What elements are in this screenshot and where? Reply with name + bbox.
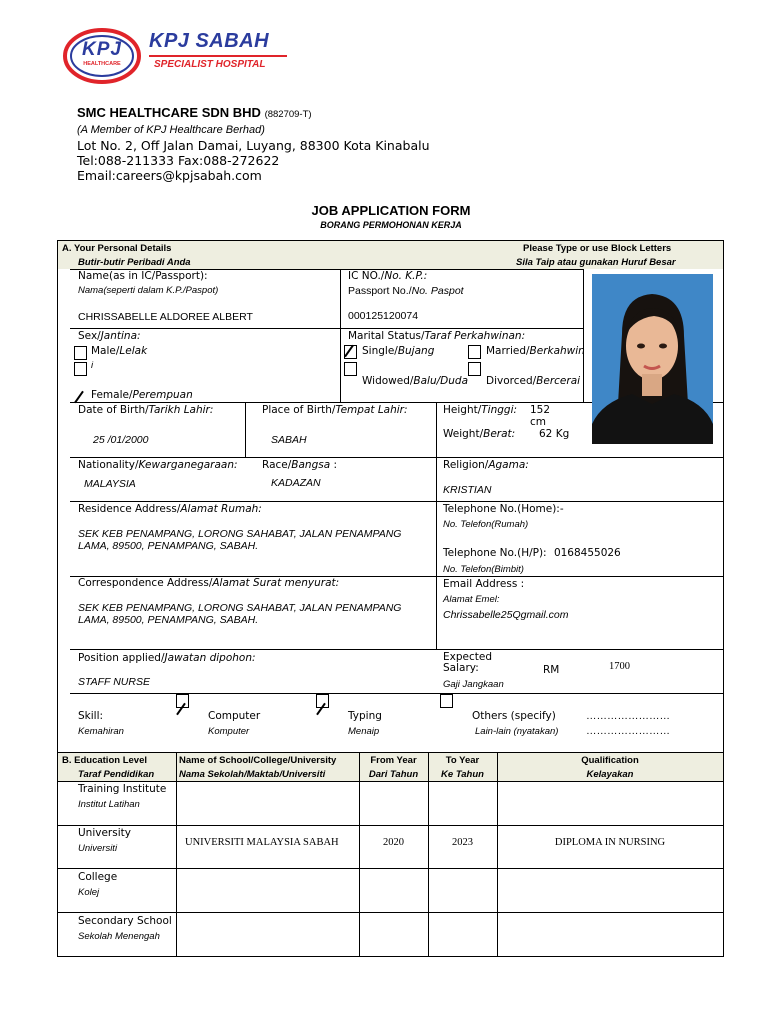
corr-line-1[interactable]: SEK KEB PENAMPANG, LORONG SAHABAT, JALAN PENAMPANG	[78, 602, 402, 614]
residence-label-my: Alamat Rumah:	[180, 503, 262, 515]
edu-row-secondary-level: Secondary School	[78, 915, 172, 927]
single-label-my: Bujang	[397, 345, 435, 357]
single-label	[362, 345, 434, 357]
skill-label: Skill:	[78, 710, 104, 722]
edu-row-training-level: Training Institute	[78, 783, 167, 795]
divorced-label-my: Bercerai	[536, 375, 581, 387]
pob-field[interactable]: SABAH	[271, 434, 307, 446]
edu-col-level: B. Education Level	[62, 755, 147, 766]
others-field[interactable]: ……………………	[586, 710, 670, 722]
edu-col-school: Name of School/College/University	[179, 755, 337, 766]
ic-label-my: No. K.P.:	[384, 270, 428, 282]
position-field[interactable]: STAFF NURSE	[78, 676, 150, 688]
others-field-2[interactable]: ……………………	[586, 725, 670, 737]
salary-label-1: Expected	[443, 651, 492, 663]
tel-hp-label-en: Telephone No.(H/P):	[443, 547, 547, 559]
widowed-checkbox[interactable]	[344, 362, 357, 376]
computer-label-my: Komputer	[208, 726, 250, 737]
pob-label-my: Tempat Lahir:	[335, 404, 408, 416]
edu-col-to-my: Ke Tahun	[441, 769, 484, 780]
ic-label-en: IC NO./	[348, 270, 385, 282]
dob-label-my: Tarikh Lahir:	[148, 404, 214, 416]
dob-field[interactable]: 25 /01/2000	[93, 434, 149, 446]
edu-row-university-from[interactable]: 2020	[383, 837, 404, 848]
nationality-label-en: Nationality/	[78, 459, 139, 471]
corr-label-my: Alamat Surat menyurat:	[212, 577, 340, 589]
female-label-en: Female/	[91, 389, 133, 401]
computer-label: Computer	[208, 710, 261, 722]
ic-label	[348, 270, 427, 282]
nationality-field[interactable]: MALAYSIA	[84, 478, 136, 490]
applicant-photo-figure	[592, 274, 713, 444]
salary-label-my: Gaji Jangkaan	[443, 679, 504, 690]
married-label-en: Married/	[486, 345, 530, 357]
passport-label-en: Passport No./	[348, 285, 412, 297]
tel-home-label-my: No. Telefon(Rumah)	[443, 519, 529, 530]
company-reg: (882709-T)	[264, 109, 312, 120]
email-label-my: Alamat Emel:	[443, 594, 500, 605]
salary-label-2: Salary:	[443, 662, 479, 674]
edu-row-secondary-level-my: Sekolah Menengah	[78, 931, 160, 942]
email-label: Email Address :	[443, 578, 525, 590]
married-label	[486, 345, 585, 357]
male-label-my: Lelak	[119, 345, 148, 357]
logo-subtitle: SPECIALIST HOSPITAL	[154, 59, 266, 70]
logo-title: KPJ SABAH	[149, 30, 270, 52]
divorced-label-en: Divorced/	[486, 375, 537, 387]
edu-col-level-my: Taraf Pendidikan	[78, 769, 155, 780]
male-label-en: Male/	[91, 345, 120, 357]
name-label: Name(as in IC/Passport):	[78, 270, 208, 282]
sex-label-my: Jantina:	[100, 330, 141, 342]
edu-col-school-my: Nama Sekolah/Maktab/Universiti	[179, 769, 326, 780]
edu-row-university-to[interactable]: 2023	[452, 837, 473, 848]
company-name	[77, 105, 312, 120]
edu-row-university-school[interactable]: UNIVERSITI MALAYSIA SABAH	[185, 837, 339, 848]
company-member: (A Member of KPJ Healthcare Berhad)	[77, 124, 265, 136]
marital-label	[348, 330, 525, 342]
weight-field[interactable]: 62 Kg	[539, 428, 570, 440]
salary-currency: RM	[543, 664, 560, 676]
religion-label	[443, 459, 529, 471]
salary-field[interactable]: 1700	[609, 661, 630, 672]
block-letters-note-my: Sila Taip atau gunakan Huruf Besar	[516, 257, 676, 268]
race-label-en: Race/	[262, 459, 292, 471]
married-label-my: Berkahwin	[529, 345, 585, 357]
widowed-label	[362, 375, 468, 387]
position-label	[78, 652, 256, 664]
religion-label-en: Religion/	[443, 459, 489, 471]
single-label-en: Single/	[362, 345, 398, 357]
married-checkbox[interactable]	[468, 345, 481, 359]
height-unit: cm	[530, 416, 547, 428]
marital-label-en: Marital Status/	[348, 330, 425, 342]
logo-mark-sub: HEALTHCARE	[83, 61, 121, 67]
pob-label	[262, 404, 408, 416]
kpj-logo	[62, 27, 142, 85]
edu-row-university-level-my: Universiti	[78, 843, 118, 854]
others-checkbox[interactable]	[440, 694, 453, 708]
edu-row-college-level: College	[78, 871, 118, 883]
male-label-my-wrap: i	[91, 360, 94, 371]
section-a-heading-my: Butir-butir Peribadi Anda	[78, 257, 191, 268]
female-label-my: Perempuan	[132, 389, 193, 401]
section-a-heading: A. Your Personal Details	[62, 243, 172, 254]
residence-label-en: Residence Address/	[78, 503, 181, 515]
divorced-checkbox[interactable]	[468, 362, 481, 376]
tel-home-label: Telephone No.(Home):-	[443, 503, 564, 515]
others-label-my: Lain-lain (nyatakan)	[475, 726, 559, 737]
company-tel: Tel:088-211333 Fax:088-272622	[77, 153, 280, 168]
tel-hp-label	[443, 547, 621, 559]
weight-label-my: Berat:	[483, 428, 516, 440]
tel-hp-field[interactable]: 0168455026	[553, 547, 621, 559]
marital-label-my: Taraf Perkahwinan:	[424, 330, 526, 342]
typing-label-my: Menaip	[348, 726, 380, 737]
height-label-en: Height/	[443, 404, 482, 416]
logo-rule	[149, 55, 287, 57]
male-checkbox[interactable]	[74, 346, 87, 360]
height-field[interactable]: 152	[530, 404, 551, 416]
female-label	[91, 389, 193, 401]
company-address: Lot No. 2, Off Jalan Damai, Luyang, 88300 Kota Kinabalu	[77, 138, 430, 153]
edu-col-from-my: Dari Tahun	[368, 769, 419, 780]
ic-field[interactable]: 000125120074	[348, 310, 419, 322]
dob-label-en: Date of Birth/	[78, 404, 149, 416]
position-label-my: Jawatan dipohon:	[164, 652, 256, 664]
block-letters-note: Please Type or use Block Letters	[523, 243, 672, 254]
name-label-my: Nama(seperti dalam K.P./Paspot)	[78, 285, 219, 296]
passport-label-my: No. Paspot	[411, 285, 464, 297]
edu-row-university-qual[interactable]: DIPLOMA IN NURSING	[554, 837, 666, 848]
sex-label	[78, 330, 141, 342]
email-field[interactable]: Chrissabelle25Qgmail.com	[443, 609, 569, 621]
nationality-label-my: Kewarganegaraan:	[138, 459, 238, 471]
company-name-text: SMC HEALTHCARE SDN BHD	[77, 105, 261, 120]
others-label: Others (specify)	[472, 710, 556, 722]
position-label-en: Position applied/	[78, 652, 165, 664]
edu-row-university-level: University	[78, 827, 131, 839]
female-checkbox[interactable]	[74, 362, 87, 376]
widowed-label-en: Widowed/	[362, 375, 414, 387]
corr-label-en: Correspondence Address/	[78, 577, 213, 589]
weight-label	[443, 428, 515, 440]
race-label	[262, 459, 337, 471]
skill-label-my: Kemahiran	[78, 726, 124, 737]
race-field[interactable]: KADAZAN	[271, 477, 321, 489]
applicant-photo	[592, 274, 713, 444]
race-label-my: Bangsa	[291, 459, 331, 471]
height-label	[443, 404, 517, 416]
name-field[interactable]: CHRISSABELLE ALDOREE ALBERT	[78, 311, 253, 323]
edu-col-from: From Year	[370, 755, 417, 766]
divorced-label	[486, 375, 580, 387]
residence-line-1[interactable]: SEK KEB PENAMPANG, LORONG SAHABAT, JALAN PENAMPANG	[78, 528, 402, 540]
typing-label: Typing	[348, 710, 382, 722]
corr-line-2[interactable]: LAMA, 89500, PENAMPANG, SABAH.	[78, 614, 259, 626]
nationality-label	[78, 459, 238, 471]
logo-mark-text: KPJ	[82, 39, 122, 60]
tel-hp-label-my: No. Telefon(Bimbit)	[443, 564, 524, 575]
dob-label	[78, 404, 213, 416]
edu-row-college-level-my: Kolej	[78, 887, 100, 898]
widowed-label-my: Balu/Duda	[413, 375, 469, 387]
religion-field[interactable]: KRISTIAN	[443, 484, 492, 496]
weight-label-en: Weight/	[443, 428, 484, 440]
form-subtitle: BORANG PERMOHONAN KERJA	[320, 220, 462, 230]
passport-label	[348, 285, 464, 297]
edu-col-qualification-my: Kelayakan	[586, 769, 634, 780]
pob-label-en: Place of Birth/	[262, 404, 336, 416]
edu-row-training-level-my: Institut Latihan	[78, 799, 140, 810]
residence-line-2[interactable]: LAMA, 89500, PENAMPANG, SABAH.	[78, 540, 259, 552]
race-label-colon: :	[330, 459, 338, 471]
edu-col-qualification: Qualification	[581, 755, 639, 766]
height-label-my: Tinggi:	[481, 404, 518, 416]
sex-label-en: Sex/	[78, 330, 101, 342]
form-title: JOB APPLICATION FORM	[311, 203, 471, 218]
religion-label-my: Agama:	[488, 459, 529, 471]
company-email: Email:careers@kpjsabah.com	[77, 168, 262, 183]
edu-col-to: To Year	[445, 755, 480, 766]
male-label	[91, 345, 147, 357]
residence-label	[78, 503, 262, 515]
corr-label	[78, 577, 339, 589]
